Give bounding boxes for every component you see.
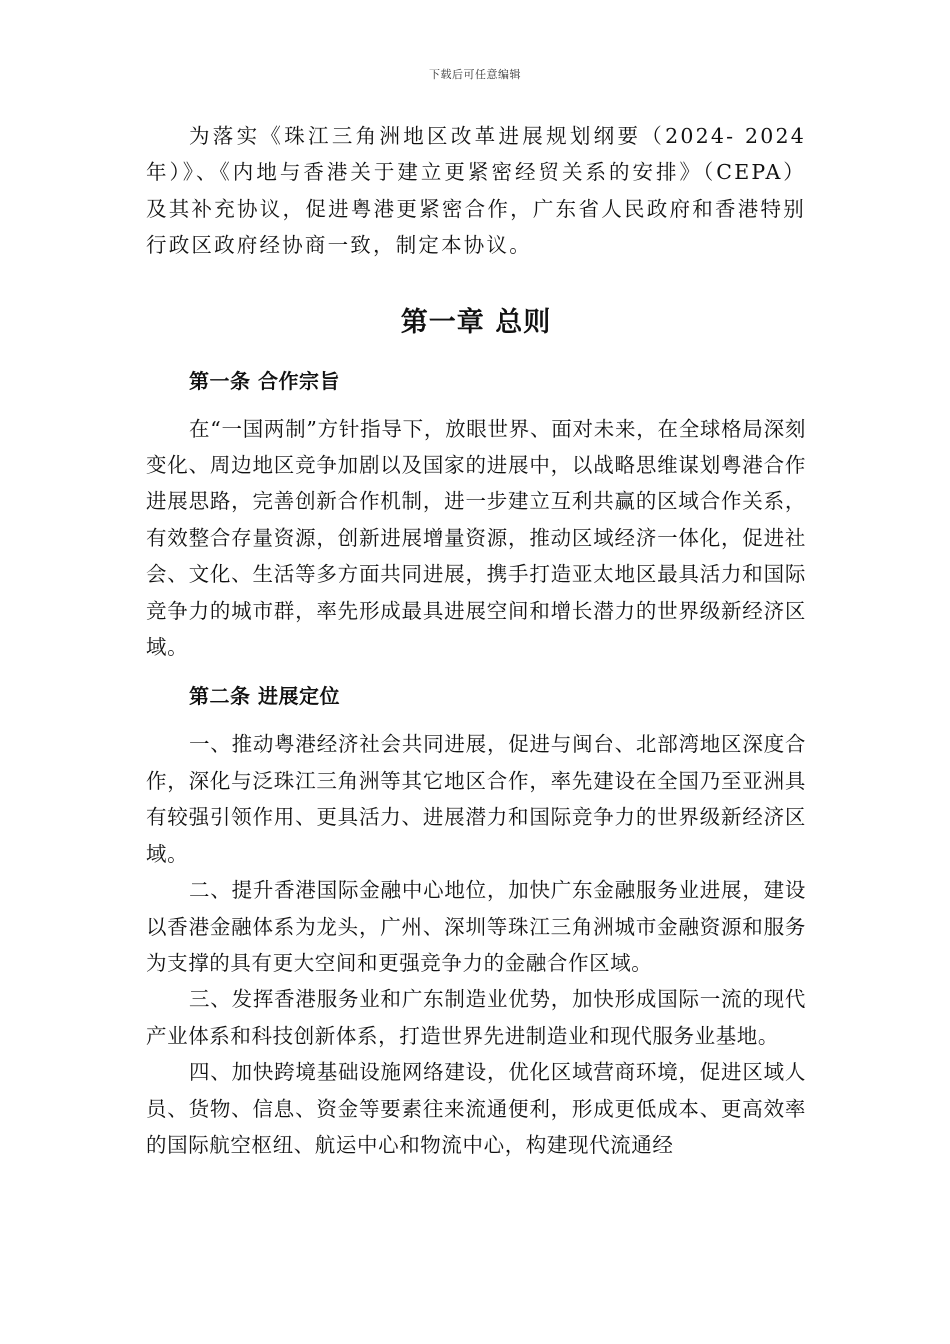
- spacer: [146, 709, 806, 726]
- document-body: [146, 118, 806, 1163]
- article-2-item: 二、提升香港国际金融中心地位，加快广东金融服务业进展，建设以香港金融体系为龙头，广州、深圳等珠江三角洲城市金融资源和服务为支撑的具有更大空间和更强竞争力的金融合作区域。: [146, 878, 806, 975]
- chapter-title: 第一章 总则: [400, 306, 552, 338]
- spacer: [146, 665, 806, 680]
- spacer: [146, 339, 806, 365]
- article-2-item: 三、发挥香港服务业和广东制造业优势，加快形成国际一流的现代产业体系和科技创新体系，打造世界先进制造业和现代服务业基地。: [146, 987, 806, 1048]
- header-note: 下载后可任意编辑: [429, 68, 521, 81]
- article-2-item: 四、加快跨境基础设施网络建设，优化区域营商环境，促进区域人员、货物、信息、资金等要素往来流通便利，形成更低成本、更高效率的国际航空枢纽、航运中心和物流中心，构建现代流通经: [146, 1060, 806, 1157]
- article-2-item: 一、推动粤港经济社会共同进展，促进与闽台、北部湾地区深度合作，深化与泛珠江三角洲等其它地区合作，率先建设在全国乃至亚洲具有较强引领作用、更具活力、进展潜力和国际竞争力的世界级新经济区域。: [146, 732, 806, 866]
- article-2-title: 第二条 进展定位: [189, 684, 340, 709]
- intro-paragraph: 为落实《珠江三角洲地区改革进展规划纲要（2024- 2024年）》、《内地与香港关于建立更紧密经贸关系的安排》（CEPA）及其补充协议，促进粤港更紧密合作，广东省人民政府和香港特别行政区政府经协商一致，制定本协议。: [146, 124, 806, 258]
- article-1-text: 在“一国两制”方针指导下，放眼世界、面对未来，在全球格局深刻变化、周边地区竞争加剧以及国家的进展中，以战略思维谋划粤港合作进展思路，完善创新合作机制，进一步建立互利共赢的区域合作关系，有效整合存量资源，创新进展增量资源，推动区域经济一体化，促进社会、文化、生活等多方面共同进展，携手打造亚太地区最具活力和国际竞争力的城市群，率先形成最具进展空间和增长潜力的世界级新经济区域。: [146, 416, 806, 660]
- spacer: [146, 394, 806, 411]
- article-1-title: 第一条 合作宗旨: [189, 368, 340, 393]
- spacer: [146, 264, 806, 300]
